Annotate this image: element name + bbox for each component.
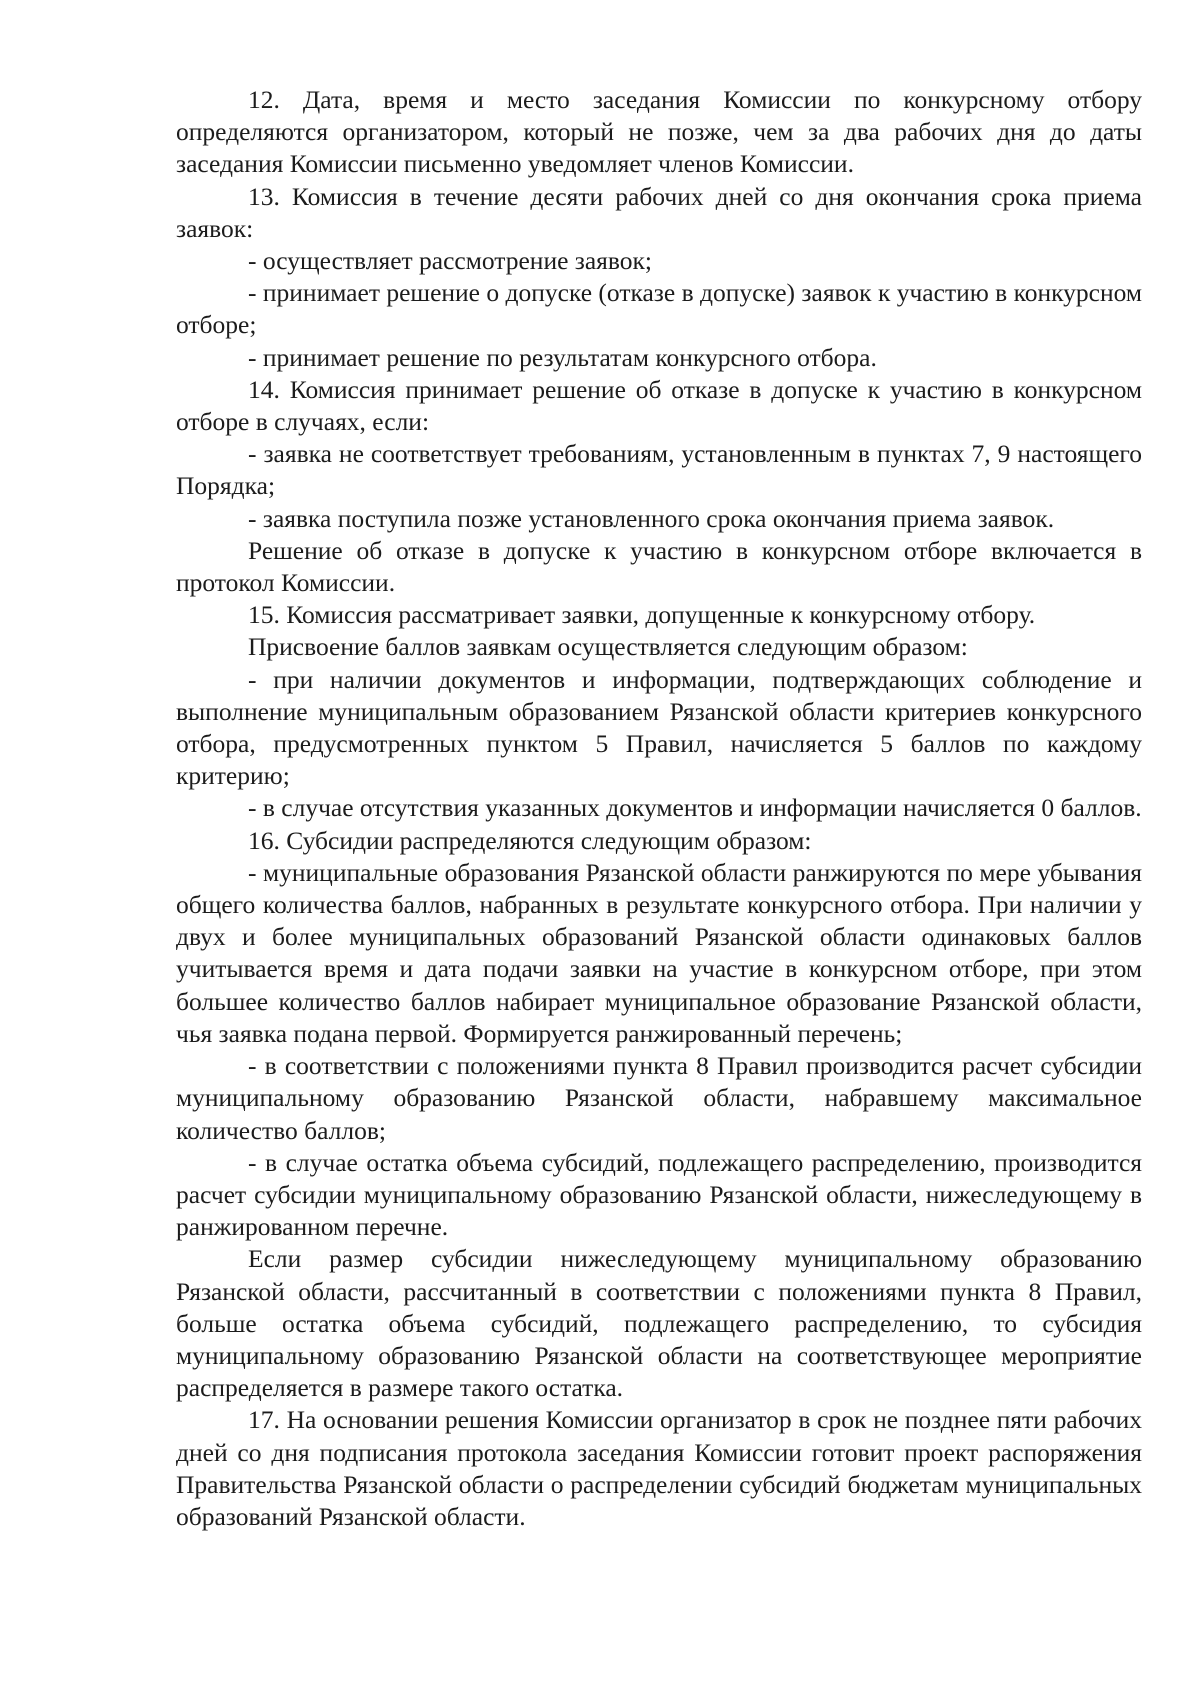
document-page [176, 84, 1142, 1533]
list-item-ranking: - муниципальные образования Рязанской области ранжируются по мере убывания общего количества баллов, набранных в результате конкурсного отбора. При наличии у двух и более муниципальных образований Рязанской области одинаковых баллов учитывается время и дата подачи заявки на участие в конкурсном отборе, при этом большее количество баллов набирает муниципальное образование Рязанской области, чья заявка подана первой. Формируется ранжированный перечень; [176, 857, 1142, 1048]
paragraph-14-refusal-cases: 14. Комиссия принимает решение об отказе в допуске к участию в конкурсном отборе в случаях, если: [176, 374, 1142, 437]
list-item-scoring-without-documents: - в случае отсутствия указанных документов и информации начисляется 0 баллов. [248, 793, 1142, 823]
paragraph-remainder-allocation: Если размер субсидии нижеследующему муниципальному образованию Рязанской области, рассчитанный в соответствии с положениями пункта 8 Правил, больше остатка объема субсидий, подлежащего распределению, то субсидия муниципальному образованию Рязанской области на соответствующее мероприятие распределяется в размере такого остатка. [176, 1244, 1142, 1403]
list-item-max-score-calculation: - в соответствии с положениями пункта 8 Правил производится расчет субсидии муниципальному образованию Рязанской области, набравшему максимальное количество баллов; [176, 1051, 1142, 1145]
list-item-remainder-calculation: - в случае остатка объема субсидий, подлежащего распределению, производится расчет субсидии муниципальному образованию Рязанской области, нижеследующему в ранжированном перечне. [176, 1147, 1142, 1242]
paragraph-16-distribution: 16. Субсидии распределяются следующим образом: [248, 825, 812, 855]
list-item-scoring-with-documents: - при наличии документов и информации, подтверждающих соблюдение и выполнение муниципальным образованием Рязанской области критериев конкурсного отбора, предусмотренных пунктом 5 Правил, начисляется 5 баллов по каждому критерию; [176, 664, 1142, 791]
paragraph-13-commission-duties: 13. Комиссия в течение десяти рабочих дней со дня окончания срока приема заявок: [176, 181, 1142, 243]
list-item-late-submission: - заявка поступила позже установленного срока окончания приема заявок. [248, 503, 1055, 533]
paragraph-scoring-method: Присвоение баллов заявкам осуществляется следующим образом: [248, 632, 968, 662]
paragraph-15-review: 15. Комиссия рассматривает заявки, допущенные к конкурсному отбору. [248, 600, 1036, 630]
list-item-requirements-mismatch: - заявка не соответствует требованиям, установленным в пунктах 7, 9 настоящего Порядка; [176, 439, 1142, 501]
paragraph-refusal-protocol: Решение об отказе в допуске к участию в конкурсном отборе включается в протокол Комиссии. [176, 535, 1142, 598]
list-item-admission-decision: - принимает решение о допуске (отказе в допуске) заявок к участию в конкурсном отборе; [176, 278, 1142, 340]
list-item-review-applications: - осуществляет рассмотрение заявок; [248, 246, 653, 276]
list-item-results-decision: - принимает решение по результатам конкурсного отбора. [248, 342, 877, 372]
paragraph-12-meeting-date: 12. Дата, время и место заседания Комиссии по конкурсному отбору определяются организатором, который не позже, чем за два рабочих дня до даты заседания Комиссии письменно уведомляет членов Комиссии. [176, 85, 1142, 179]
paragraph-17-order-draft: 17. На основании решения Комиссии организатор в срок не позднее пяти рабочих дней со дня подписания протокола заседания Комиссии готовит проект распоряжения Правительства Рязанской области о распределении субсидий бюджетам муниципальных образований Рязанской области. [176, 1405, 1142, 1531]
